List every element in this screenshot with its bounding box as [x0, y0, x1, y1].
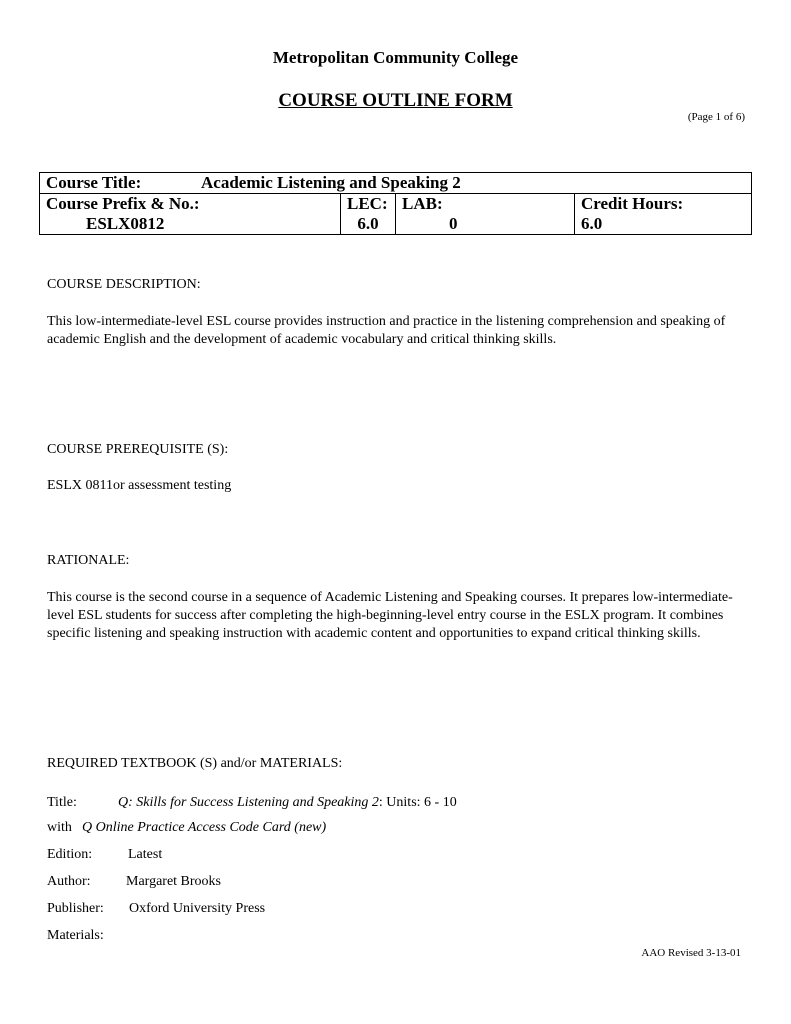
- rationale-text: This course is the second course in a sequence of Academic Listening and Speaking courses. It prepares low-intermediate-level ESL students for success after completing the high-beginning-level entry course in the ESLX program. It combines specific listening and speaking instruction with academic content and opportunities to expand critical thinking skills.: [47, 590, 733, 641]
- textbook-title-row: [47, 795, 457, 811]
- edition-label: Edition:: [47, 847, 93, 862]
- edition-value: Latest: [128, 847, 163, 862]
- course-title-cell: [40, 173, 752, 194]
- prerequisite-heading: COURSE PREREQUISITE (S):: [47, 442, 229, 457]
- author-row: [47, 874, 221, 890]
- college-name: Metropolitan Community College: [272, 48, 519, 67]
- lec-cell: [341, 194, 396, 235]
- textbook-units: : Units: 6 - 10: [378, 795, 457, 810]
- textbook-title: Q: Skills for Success Listening and Speaking 2: [118, 795, 379, 810]
- publisher-label: Publisher:: [47, 901, 104, 916]
- form-title: COURSE OUTLINE FORM: [278, 90, 513, 111]
- lec-label: LEC:: [347, 194, 388, 213]
- lab-value: 0: [449, 214, 458, 233]
- page-indicator: (Page 1 of 6): [687, 111, 745, 123]
- materials-label: Materials:: [47, 928, 104, 943]
- credit-hours-cell: [575, 194, 752, 235]
- course-title-label: Course Title:: [46, 173, 142, 192]
- publisher-value: Oxford University Press: [129, 901, 266, 916]
- access-code-row: [47, 820, 326, 836]
- credit-hours-value: 6.0: [581, 214, 603, 233]
- description-text: This low-intermediate-level ESL course provides instruction and practice in the listening comprehension and speaking of academic English and the development of academic vocabulary and critical thinking skills.: [47, 314, 726, 347]
- course-prefix-label: Course Prefix & No.:: [46, 194, 200, 213]
- revision-footer: AAO Revised 3-13-01: [641, 947, 741, 959]
- prerequisite-text: ESLX 0811or assessment testing: [47, 478, 232, 493]
- materials-heading: REQUIRED TEXTBOOK (S) and/or MATERIALS:: [47, 756, 343, 771]
- lab-label: LAB:: [402, 194, 443, 213]
- author-label: Author:: [47, 874, 91, 889]
- rationale-heading: RATIONALE:: [47, 553, 130, 568]
- course-prefix-value: ESLX0812: [86, 214, 165, 233]
- course-title-value: Academic Listening and Speaking 2: [201, 173, 461, 192]
- publisher-row: [47, 901, 265, 917]
- course-info-table: [39, 172, 752, 235]
- access-code-card: Q Online Practice Access Code Card (new): [82, 820, 327, 835]
- description-heading: COURSE DESCRIPTION:: [47, 277, 201, 292]
- edition-row: [47, 847, 162, 863]
- credit-hours-label: Credit Hours:: [581, 194, 684, 213]
- lab-cell: [396, 194, 575, 235]
- textbook-title-label: Title:: [47, 795, 77, 810]
- course-prefix-cell: [40, 194, 341, 235]
- with-label: with: [47, 820, 72, 835]
- author-value: Margaret Brooks: [126, 874, 221, 889]
- lec-value: 6.0: [357, 214, 379, 233]
